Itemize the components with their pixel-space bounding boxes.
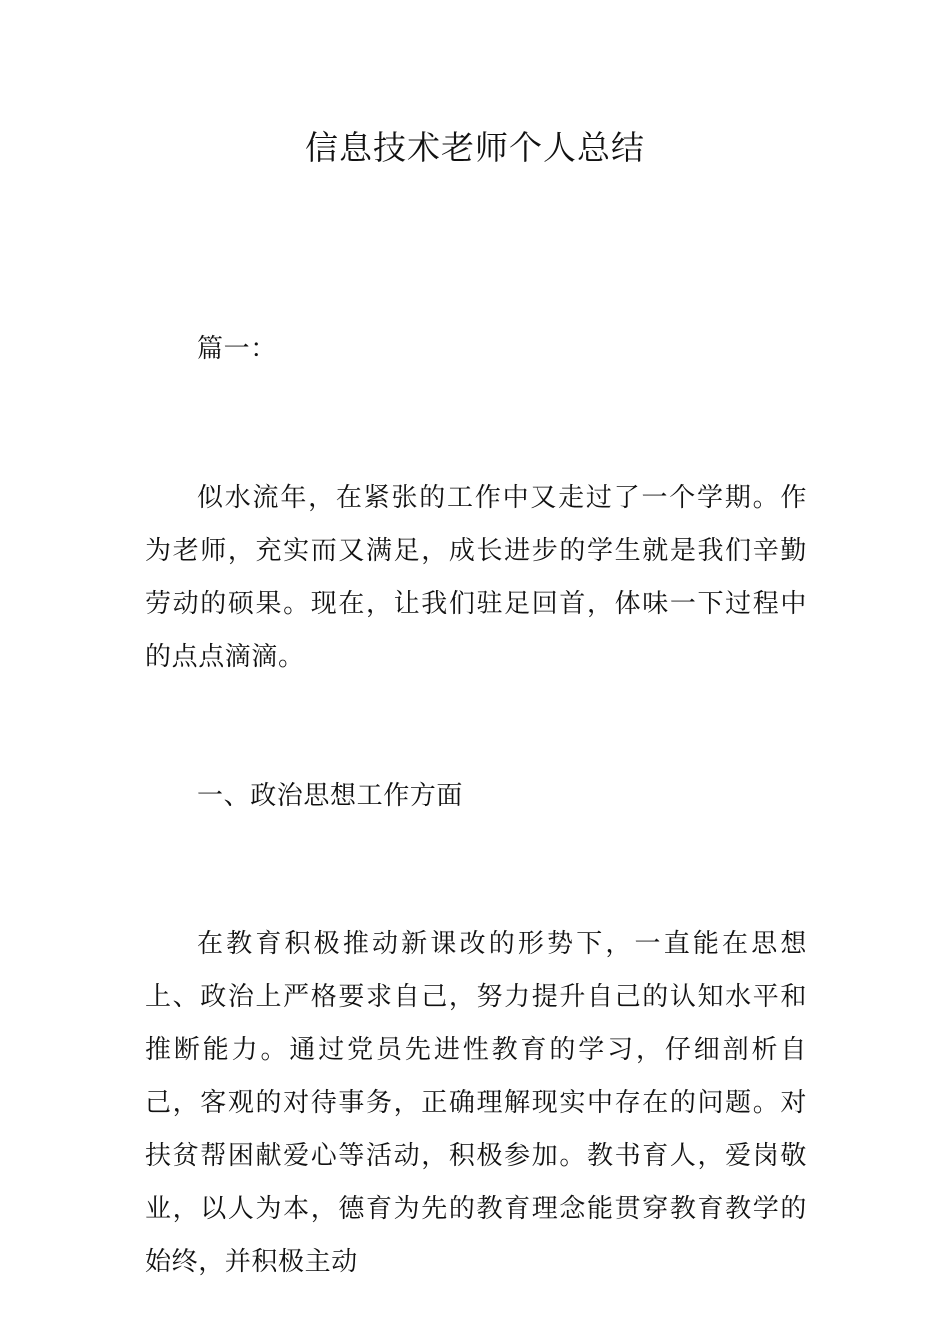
document-title: 信息技术老师个人总结 bbox=[305, 128, 645, 167]
intro-paragraph: 似水流年，在紧张的工作中又走过了一个学期。作为老师，充实而又满足，成长进步的学生就是我们辛勤劳动的硕果。现在，让我们驻足回首，体味一下过程中的点点滴滴。 bbox=[145, 483, 807, 672]
politics-paragraph: 在教育积极推动新课改的形势下，一直能在思想上、政治上严格要求自己，努力提升自己的认知水平和推断能力。通过党员先进性教育的学习，仔细剖析自己，客观的对待事务，正确理解现实中存在的问题。对扶贫帮困献爱心等活动，积极参加。教书育人，爱岗敬业，以人为本，德育为先的教育理念能贯穿教育教学的始终，并积极主动 bbox=[145, 929, 807, 1277]
part-label: 篇一： bbox=[197, 334, 277, 364]
section-heading-politics: 一、政治思想工作方面 bbox=[197, 781, 464, 811]
